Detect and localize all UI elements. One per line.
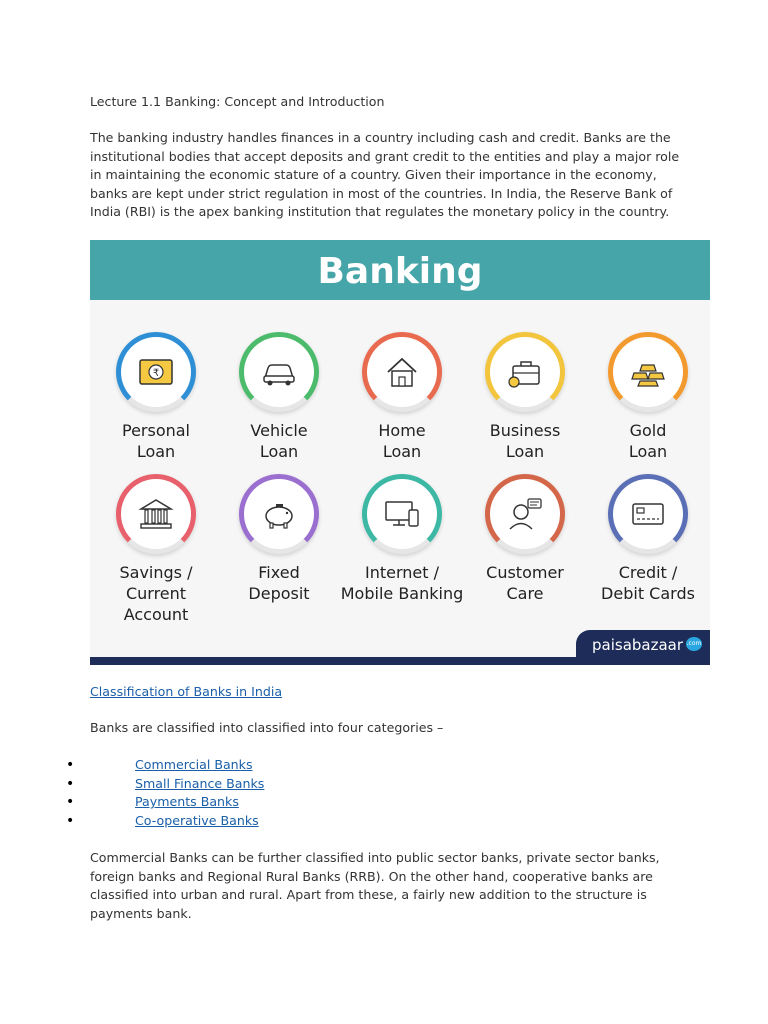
bank-building-icon	[136, 494, 176, 534]
rupee-note-icon	[136, 352, 176, 392]
tile-savings-current-account	[94, 474, 218, 625]
cooperative-banks-link[interactable]: Co-operative Banks	[135, 812, 259, 828]
brand-name: paisabazaar	[592, 636, 684, 654]
tile-label-line2: Deposit	[248, 584, 310, 603]
tile-label-line1: Savings /	[119, 563, 193, 582]
classification-intro: Banks are classified into classified into four categories –	[90, 720, 444, 735]
tile-business-loan	[463, 332, 587, 462]
svg-text:₹: ₹	[152, 368, 160, 379]
tile-label-line1: Home	[378, 421, 426, 440]
tile-label-line2: Loan	[628, 442, 668, 461]
tile-label-line1: Gold	[629, 421, 667, 440]
small-finance-banks-link[interactable]: Small Finance Banks	[135, 775, 265, 791]
tile-label-line3: Account	[123, 605, 189, 624]
bullet: •	[66, 812, 75, 829]
piggy-bank-icon	[259, 494, 299, 534]
support-agent-icon	[505, 494, 545, 534]
banking-infographic	[90, 240, 710, 665]
tile-label-line1: Customer	[486, 563, 564, 582]
bullet: •	[66, 775, 75, 792]
savings-ring	[116, 474, 196, 554]
tile-fixed-deposit	[217, 474, 341, 604]
home-loan-ring	[362, 332, 442, 412]
credit-card-icon	[628, 494, 668, 534]
tile-personal-loan	[94, 332, 218, 462]
tile-label-line2: Debit Cards	[601, 584, 695, 603]
tile-label-line1: Business	[489, 421, 561, 440]
intro-paragraph: The banking industry handles finances in a country including cash and credit. Banks are the institutional bodies that accept deposits and grant credit to the entities and play a major role in maintaining the economic stature of a country. Given their importance in the economy, banks are kept under strict regulation in most of the countries. In India, the Reserve Bank of India (RBI) is the apex banking institution that regulates the monetary policy in the country.	[90, 130, 680, 219]
commercial-banks-link[interactable]: Commercial Banks	[135, 757, 253, 772]
customer-care-ring	[485, 474, 565, 554]
bullet: •	[66, 757, 75, 773]
tile-label-line1: Personal	[121, 421, 190, 440]
tile-label-line2: Loan	[136, 442, 176, 461]
business-loan-ring	[485, 332, 565, 412]
car-icon	[259, 352, 299, 392]
page-heading: Lecture 1.1 Banking: Concept and Introduction	[90, 94, 385, 109]
tile-label-line1: Vehicle	[250, 421, 308, 440]
tile-label-line1: Credit /	[618, 563, 678, 582]
tile-label-line2: Loan	[505, 442, 545, 461]
personal-loan-ring	[116, 332, 196, 412]
tile-credit-debit-cards	[586, 474, 710, 604]
gold-loan-ring	[608, 332, 688, 412]
payments-banks-link[interactable]: Payments Banks	[135, 794, 239, 809]
house-icon	[382, 352, 422, 392]
briefcase-icon	[505, 352, 545, 392]
tile-label-line2: Care	[506, 584, 544, 603]
credit-cards-ring	[608, 474, 688, 554]
infographic-title: Banking	[90, 240, 710, 300]
tile-label-line2: Current	[125, 584, 187, 603]
bullet: •	[66, 794, 75, 810]
internet-banking-ring	[362, 474, 442, 554]
tile-label-line1: Internet /	[364, 563, 439, 582]
devices-icon	[382, 494, 422, 534]
vehicle-loan-ring	[239, 332, 319, 412]
classification-link-row	[90, 683, 282, 702]
classification-link[interactable]: Classification of Banks in India	[90, 684, 283, 699]
tile-label-line2: Loan	[259, 442, 299, 461]
tile-customer-care	[463, 474, 587, 604]
tile-vehicle-loan	[217, 332, 341, 462]
brand-badge: .com	[686, 637, 702, 651]
brand-logo	[576, 630, 710, 665]
fixed-deposit-ring	[239, 474, 319, 554]
tile-label-line2: Loan	[382, 442, 422, 461]
tile-label-line2: Mobile Banking	[340, 584, 464, 603]
tile-label-line1: Fixed	[258, 563, 300, 582]
gold-bars-icon	[628, 352, 668, 392]
tile-home-loan	[340, 332, 464, 462]
closing-paragraph: Commercial Banks can be further classified into public sector banks, private sector banks, foreign banks and Regional Rural Banks (RRB). On the other hand, cooperative banks are classified into urban and rural. Apart from these, a fairly new addition to the structure is payments bank.	[90, 850, 660, 921]
tile-gold-loan	[586, 332, 710, 462]
tile-internet-mobile-banking	[340, 474, 464, 604]
